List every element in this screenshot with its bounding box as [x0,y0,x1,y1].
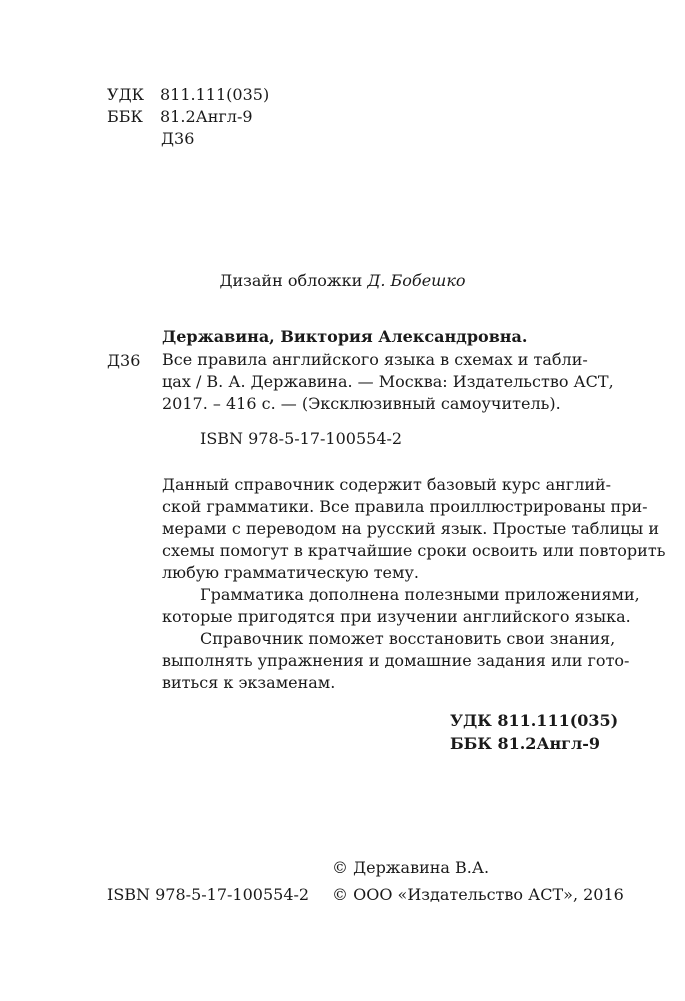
annotation-line: которые пригодятся при изучении английского языка. [162,607,631,626]
udk-label: УДК [107,85,144,104]
copyright-block [332,857,624,911]
udk-code: 811.111(035) [160,85,270,104]
biblio-line: цах / В. А. Державина. — Москва: Издательство АСТ, [162,372,614,391]
final-classification [450,710,618,756]
annotation-line: Грамматика дополнена полезными приложениями, [200,585,640,604]
final-bbk: ББК 81.2Англ-9 [450,734,601,753]
bibliographic-description [162,349,614,415]
record-isbn: ISBN 978-5-17-100554-2 [200,429,403,448]
annotation-line: Справочник поможет восстановить свои знания, [200,629,616,648]
cutter-row [107,128,269,150]
annotation-line: виться к экзаменам. [162,673,336,692]
annotation-line: Данный справочник содержит базовый курс англий- [162,475,612,494]
cover-design-credit [0,270,685,292]
cutter-code: Д36 [161,129,195,148]
cover-design-prefix: Дизайн обложки [219,271,363,290]
bbk-label: ББК [107,107,143,126]
annotation-line: схемы помогут в кратчайшие сроки освоить или повторить [162,541,666,560]
bbk-code: 81.2Англ-9 [160,107,253,126]
annotation-line: мерами с переводом на русский язык. Простые таблицы и [162,519,659,538]
annotation [162,474,666,694]
copyright-author: © Державина В.А. [332,858,490,877]
cover-designer-name: Д. Бобешко [367,271,466,290]
biblio-line: Все правила английского языка в схемах и табли- [162,350,588,369]
copyright-publisher: © ООО «Издательство АСТ», 2016 [332,885,624,904]
annotation-line: ской грамматики. Все правила проиллюстрированы при- [162,497,648,516]
annotation-line: любую грамматическую тему. [162,563,419,582]
bbk-row [107,106,269,128]
record-cutter: Д36 [107,351,141,370]
biblio-line: 2017. – 416 с. — (Эксклюзивный самоучитель). [162,394,561,413]
final-udk: УДК 811.111(035) [450,711,619,730]
udk-row [107,84,269,106]
author-heading: Державина, Виктория Александровна. [162,327,528,346]
footer-isbn: ISBN 978-5-17-100554-2 [107,885,310,904]
classification-block [107,84,269,150]
annotation-line: выполнять упражнения и домашние задания или гото- [162,651,630,670]
